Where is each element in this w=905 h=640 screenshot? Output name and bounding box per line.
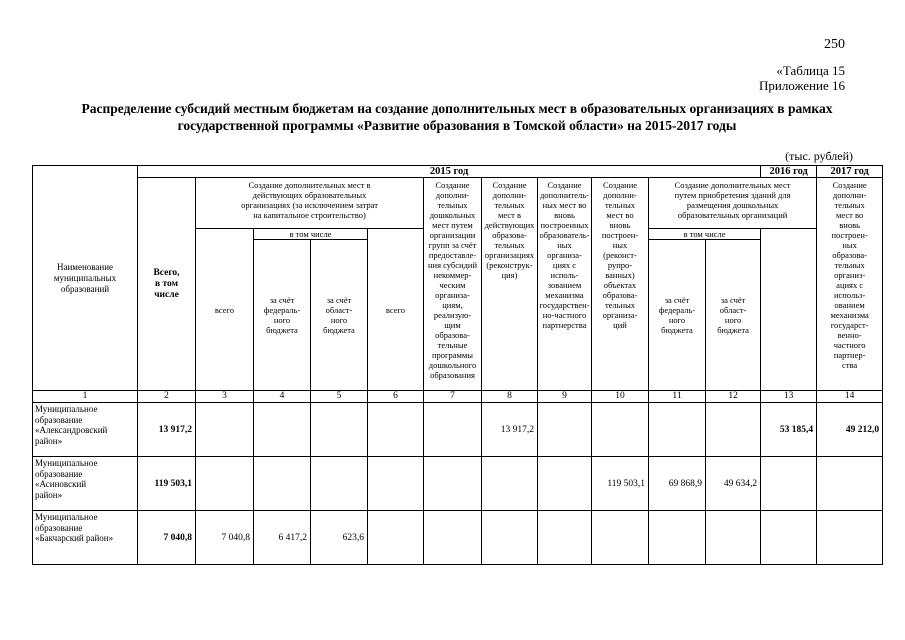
table-cell [538, 457, 592, 511]
header-federal-acquisition: за счёт федераль- ного бюджета [649, 240, 706, 391]
row-name: Муниципальное образование «Бакчарский район» [33, 511, 138, 565]
header-col-7: Создание дополни- тельных мест в действующих образова- тельных организациях (реконструк- ция) [482, 178, 538, 391]
table-cell [817, 457, 883, 511]
col-number: 4 [254, 391, 311, 403]
header-all-acquisition: всего [368, 229, 424, 391]
table-cell [817, 511, 883, 565]
table-cell: 49 212,0 [817, 403, 883, 457]
table-cell: 13 917,2 [482, 403, 538, 457]
table-row [33, 403, 883, 457]
table-cell: 623,6 [311, 511, 368, 565]
table-cell [424, 403, 482, 457]
header-municipality: Наименование муниципальных образований [33, 166, 138, 391]
table-cell [254, 403, 311, 457]
table-cell [368, 403, 424, 457]
header-in-total-existing: в том числе [254, 229, 368, 240]
header-group-acquisition: Создание дополнительных мест путем приобретения зданий для размещения дошкольных образовательных организаций [649, 178, 817, 229]
col-number: 11 [649, 391, 706, 403]
table-cell [706, 403, 761, 457]
col-number: 13 [761, 391, 817, 403]
table-cell [592, 511, 649, 565]
header-in-total-acquisition: в том числе [649, 229, 761, 240]
table-cell [254, 457, 311, 511]
table-cell [649, 403, 706, 457]
table-row [33, 511, 883, 565]
col-number: 10 [592, 391, 649, 403]
header-col-9: Создание дополни- тельных мест во вновь построен- ных (реконст- рупро- ванных) объектах образова- тельных организа- ций [592, 178, 649, 391]
table-cell: 119 503,1 [592, 457, 649, 511]
col-number: 7 [424, 391, 482, 403]
table-row [33, 457, 883, 511]
col-number: 5 [311, 391, 368, 403]
table-cell [538, 511, 592, 565]
table-cell: 6 417,2 [254, 511, 311, 565]
table-cell [368, 511, 424, 565]
table-cell [761, 511, 817, 565]
table-cell [482, 457, 538, 511]
table-cell [311, 457, 368, 511]
col-number: 3 [196, 391, 254, 403]
header-col-6: Создание дополни- тельных дошкольных мест путем организации групп за счёт предоставле- ния субсидий некоммер- ческим организа- циям, реализую- щим образова- тельные программы дошкольного образования [424, 178, 482, 391]
row-name: Муниципальное образование «Асиновский район» [33, 457, 138, 511]
header-total: Всего, в том числе [138, 178, 196, 391]
col-number: 2 [138, 391, 196, 403]
table-cell [196, 457, 254, 511]
table-cell: 13 917,2 [138, 403, 196, 457]
table-cell [196, 403, 254, 457]
col-number: 9 [538, 391, 592, 403]
table-cell: 7 040,8 [196, 511, 254, 565]
col-number: 12 [706, 391, 761, 403]
header-col-8: Создание дополнитель- ных мест во вновь построенных образователь- ных организа- циях с исполь- зованием механизма государствен- но-частного партнерства [538, 178, 592, 391]
table-cell: 119 503,1 [138, 457, 196, 511]
table-cell [424, 457, 482, 511]
unit-note: (тыс. рублей) [785, 149, 853, 163]
header-all-existing: всего [196, 229, 254, 391]
table-cell: 49 634,2 [706, 457, 761, 511]
column-numbers-row [33, 391, 883, 403]
table-cell: 53 185,4 [761, 403, 817, 457]
table-cell [424, 511, 482, 565]
col-number: 8 [482, 391, 538, 403]
page-title: Распределение субсидий местным бюджетам на создание дополнительных мест в образовательных организациях в рамках государственной программы «Развитие образования в Томской области» на 2015-2017 годы [81, 101, 833, 133]
col-number: 1 [33, 391, 138, 403]
header-year-2017: 2017 год [817, 166, 883, 178]
subsidy-table [32, 165, 883, 565]
header-year-2016: 2016 год [761, 166, 817, 178]
col-number: 6 [368, 391, 424, 403]
table-cell [592, 403, 649, 457]
header-year-2015: 2015 год [138, 166, 761, 178]
table-cell [706, 511, 761, 565]
table-cell [761, 457, 817, 511]
col-number: 14 [817, 391, 883, 403]
header-col-13: Создание дополни- тельных мест во вновь построен- ных образова- тельных организ- ациях с использ- ованием механизма государст- венно- частного партнер- ства [817, 178, 883, 391]
header-federal-existing: за счёт федераль- ного бюджета [254, 240, 311, 391]
table-cell [311, 403, 368, 457]
header-group-existing: Создание дополнительных мест в действующих образовательных организациях (за исключением затрат на капитальное строительство) [196, 178, 424, 229]
table-cell [538, 403, 592, 457]
table-cell: 7 040,8 [138, 511, 196, 565]
header-regional-acquisition: за счёт област- ного бюджета [706, 240, 761, 391]
table-label: «Таблица 15 Приложение 16 [758, 63, 845, 93]
page-number: 250 [824, 37, 845, 52]
table-cell [482, 511, 538, 565]
table-cell [649, 511, 706, 565]
row-name: Муниципальное образование «Александровский район» [33, 403, 138, 457]
header-regional-existing: за счёт област- ного бюджета [311, 240, 368, 391]
table-cell: 69 868,9 [649, 457, 706, 511]
table-cell [368, 457, 424, 511]
